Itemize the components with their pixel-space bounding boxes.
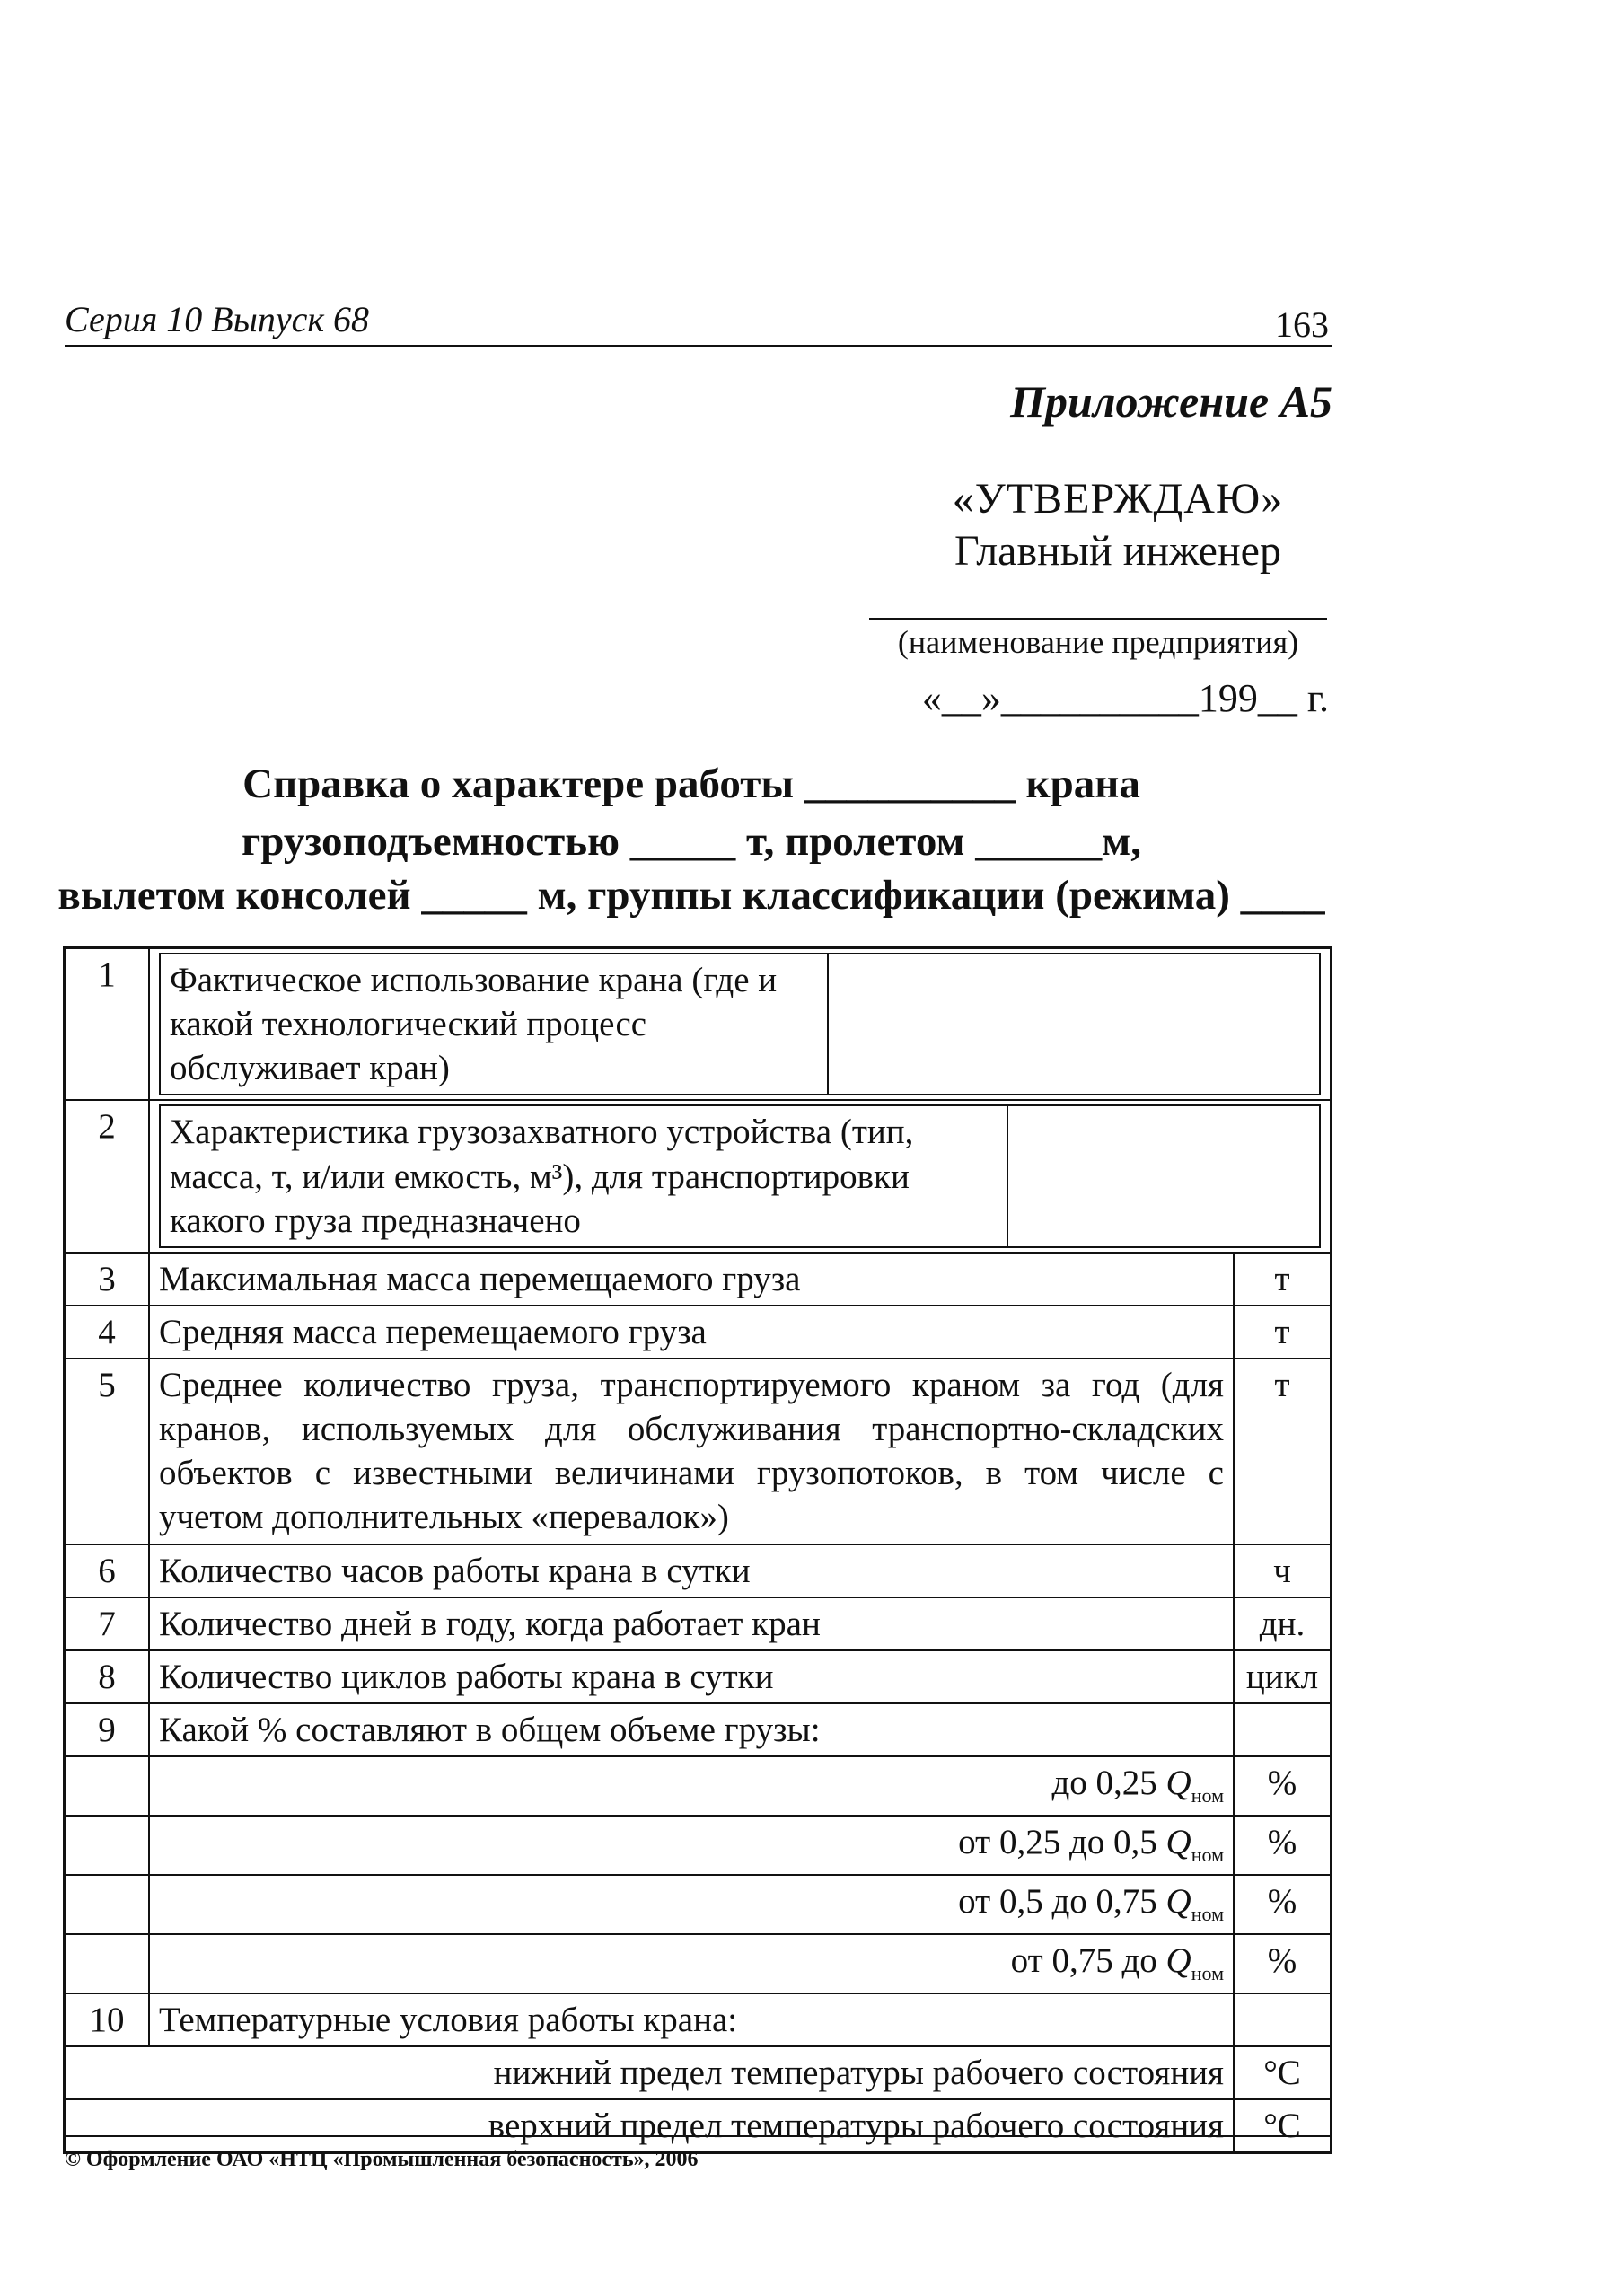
answer-cell bbox=[1007, 1105, 1320, 1246]
row-text: Температурные условия работы крана: bbox=[149, 1993, 1234, 2046]
copyright-footer: © Оформление ОАО «НТЦ «Промышленная безопасность», 2006 bbox=[65, 2148, 699, 2171]
row-text: Средняя масса перемещаемого груза bbox=[149, 1306, 1234, 1359]
page-number: 163 bbox=[1275, 304, 1329, 345]
title-line-3: вылетом консолей _____ м, группы классификации (режима) ____ bbox=[57, 872, 1325, 919]
row-unit: % bbox=[1234, 1934, 1332, 1993]
row-unit: % bbox=[1234, 1816, 1332, 1875]
signature-line bbox=[869, 618, 1327, 620]
table-row bbox=[65, 1703, 1332, 1756]
table-row bbox=[65, 2046, 1332, 2099]
table-row bbox=[65, 1544, 1332, 1597]
row-text: от 0,25 до 0,5 $Q_{ном}$ bbox=[149, 1816, 1234, 1875]
answer-cell bbox=[828, 954, 1320, 1095]
crane-info-table bbox=[63, 946, 1332, 2154]
row-number: 7 bbox=[65, 1597, 150, 1650]
row-unit: °С bbox=[1234, 2099, 1332, 2153]
table-row bbox=[65, 1597, 1332, 1650]
footer-rule bbox=[65, 2135, 1332, 2137]
header-rule bbox=[65, 345, 1332, 347]
table-row bbox=[65, 948, 1332, 1101]
row-unit: % bbox=[1234, 1756, 1332, 1816]
table-row bbox=[65, 1993, 1332, 2046]
row-unit: % bbox=[1234, 1875, 1332, 1934]
table-row bbox=[65, 2099, 1332, 2153]
table-row bbox=[65, 1756, 1332, 1816]
row-unit bbox=[1234, 1703, 1332, 1756]
row-text: Количество дней в году, когда работает кран bbox=[149, 1597, 1234, 1650]
row-number: 9 bbox=[65, 1703, 150, 1756]
table-row bbox=[65, 1306, 1332, 1359]
row-text: Какой % составляют в общем объеме грузы: bbox=[149, 1703, 1234, 1756]
row-unit: ч bbox=[1234, 1544, 1332, 1597]
row-text: Количество циклов работы крана в сутки bbox=[149, 1650, 1234, 1703]
row-text: Максимальная масса перемещаемого груза bbox=[149, 1253, 1234, 1306]
row-number: 5 bbox=[65, 1359, 150, 1544]
org-caption: (наименование предприятия) bbox=[897, 624, 1299, 660]
row-unit bbox=[1234, 1993, 1332, 2046]
appendix-label: Приложение А5 bbox=[1010, 376, 1332, 427]
row-number: 2 bbox=[65, 1100, 150, 1252]
row-text: Среднее количество груза, транспортируемого краном за год (для кранов, используемых для обслуживания транспортно-складских объектов с известными величинами грузопотоков, в том числе с учетом дополнительных «перевалок») bbox=[149, 1359, 1234, 1544]
row-unit: °С bbox=[1234, 2046, 1332, 2099]
approval-position: Главный инженер bbox=[954, 527, 1281, 575]
date-line: «__»__________199__ г. bbox=[921, 676, 1329, 720]
row-unit: т bbox=[1234, 1253, 1332, 1306]
row-text: до 0,25 $Q_{ном}$ bbox=[149, 1756, 1234, 1816]
title-line-2: грузоподъемностью _____ т, пролетом ______м, bbox=[241, 818, 1142, 865]
table-row bbox=[65, 1100, 1332, 1252]
series-label: Серия 10 Выпуск 68 bbox=[65, 299, 370, 339]
row-text: Характеристика грузозахватного устройства (тип, масса, т, и/или емкость, м³), для транспортировки какого груза предназначено bbox=[160, 1105, 1007, 1246]
row-unit: цикл bbox=[1234, 1650, 1332, 1703]
row-number: 3 bbox=[65, 1253, 150, 1306]
row-text: Фактическое использование крана (где и какой технологический процесс обслуживает кран) bbox=[160, 954, 828, 1095]
row-number: 1 bbox=[65, 948, 150, 1101]
table-row bbox=[65, 1934, 1332, 1993]
table-row bbox=[65, 1816, 1332, 1875]
row-text: Количество часов работы крана в сутки bbox=[149, 1544, 1234, 1597]
row-number: 4 bbox=[65, 1306, 150, 1359]
row-number: 6 bbox=[65, 1544, 150, 1597]
table-row bbox=[65, 1253, 1332, 1306]
table-row bbox=[65, 1650, 1332, 1703]
row-unit: дн. bbox=[1234, 1597, 1332, 1650]
title-line-1: Справка о характере работы __________ крана bbox=[242, 761, 1140, 807]
row-text: верхний предел температуры рабочего состояния bbox=[65, 2099, 1235, 2153]
row-text: нижний предел температуры рабочего состояния bbox=[65, 2046, 1235, 2099]
row-number: 8 bbox=[65, 1650, 150, 1703]
table-row bbox=[65, 1875, 1332, 1934]
row-text: от 0,75 до $Q_{ном}$ bbox=[149, 1934, 1234, 1993]
row-unit: т bbox=[1234, 1359, 1332, 1544]
row-number: 10 bbox=[65, 1993, 150, 2046]
row-unit: т bbox=[1234, 1306, 1332, 1359]
row-text: от 0,5 до 0,75 $Q_{ном}$ bbox=[149, 1875, 1234, 1934]
table-row bbox=[65, 1359, 1332, 1544]
approval-stamp: «УТВЕРЖДАЮ» bbox=[952, 475, 1284, 523]
